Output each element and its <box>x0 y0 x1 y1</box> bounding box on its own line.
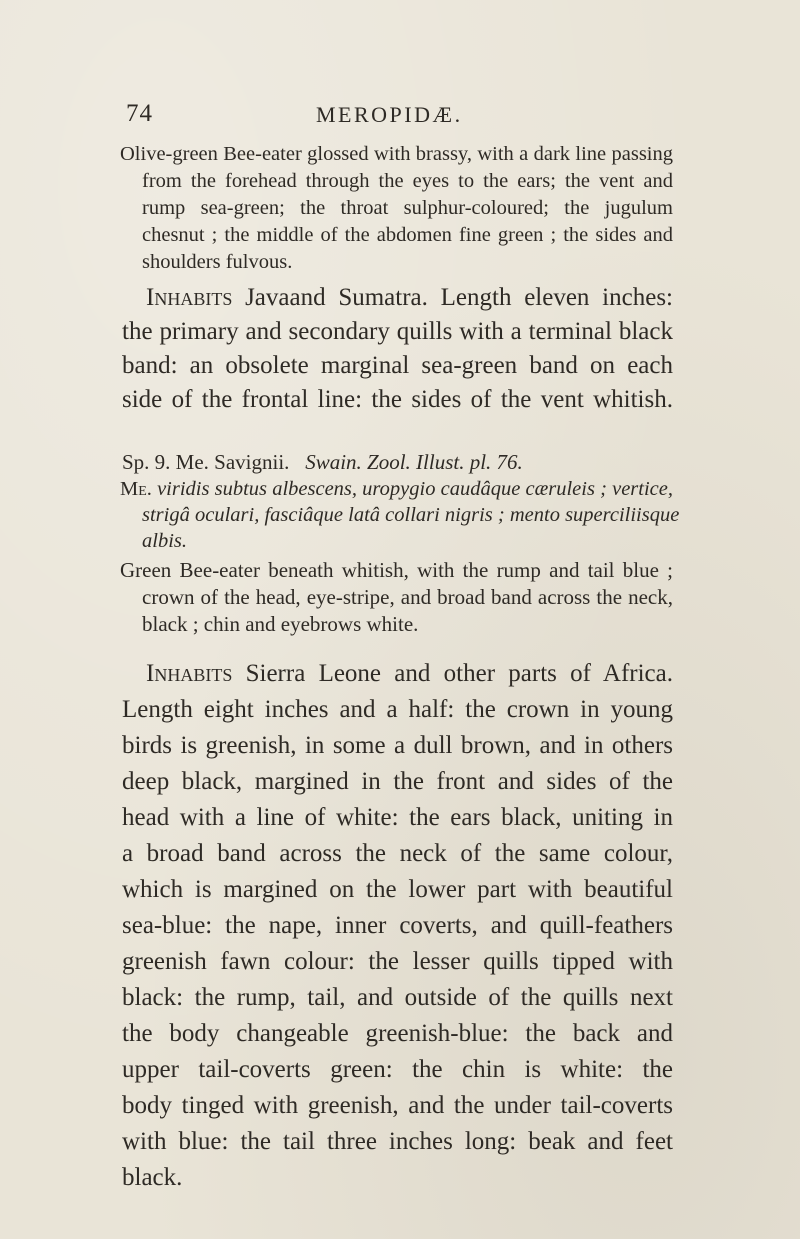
text-line: black. <box>122 1164 183 1191</box>
habitat-label: Inhabits <box>146 284 233 311</box>
text-line: black: the rump, tail, and outside of the quills next <box>122 984 673 1011</box>
text-line: albis. <box>142 530 187 552</box>
latin-abbr: Me. <box>120 478 152 500</box>
text-line <box>120 478 673 501</box>
text-line: from the forehead through the eyes to the ears; the vent and <box>142 170 673 192</box>
text-line: Olive-green Bee-eater glossed with brassy, with a dark line passing <box>120 143 673 165</box>
text-line: head with a line of white: the ears black, uniting in <box>122 804 673 831</box>
text-line: which is margined on the lower part with beautiful <box>122 876 673 903</box>
text-line: upper tail-coverts green: the chin is white: the <box>122 1056 673 1083</box>
text-line: side of the frontal line: the sides of the vent whitish. <box>122 386 673 413</box>
page-number: 74 <box>126 100 153 127</box>
text-line <box>122 450 523 475</box>
text-line: strigâ oculari, fasciâque latâ collari nigris ; mento superciliisque <box>142 504 680 526</box>
text-line: band: an obsolete marginal sea-green band on each <box>122 352 673 379</box>
text-line <box>146 660 673 688</box>
text-line: rump sea-green; the throat sulphur-coloured; the jugulum <box>142 197 673 219</box>
text-line: Green Bee-eater beneath whitish, with the rump and tail blue ; <box>120 558 673 582</box>
text-line: shoulders fulvous. <box>142 251 293 273</box>
text-line: birds is greenish, in some a dull brown, and in others <box>122 732 673 759</box>
text-line: the body changeable greenish-blue: the back and <box>122 1020 673 1047</box>
text-run: viridis subtus albescens, uropygio caudâque cæruleis ; vertice, <box>151 478 673 500</box>
text-line: crown of the head, eye-stripe, and broad band across the neck, <box>142 585 673 609</box>
text-line: body tinged with greenish, and the under tail-coverts <box>122 1092 673 1119</box>
text-line: the primary and secondary quills with a terminal black <box>122 318 673 345</box>
text-line: sea-blue: the nape, inner coverts, and quill-feathers <box>122 912 673 939</box>
text-line: black ; chin and eyebrows white. <box>142 612 419 636</box>
text-line: greenish fawn colour: the lesser quills tipped with <box>122 948 673 975</box>
text-run: Javaand Sumatra. Length eleven inches: <box>232 284 673 311</box>
page-header <box>0 100 800 140</box>
text-line <box>146 284 673 312</box>
text-line: a broad band across the neck of the same colour, <box>122 840 673 867</box>
species-reference: Swain. Zool. Illust. pl. 76. <box>305 450 523 474</box>
species-number: Sp. 9. Me. Savignii. <box>122 450 290 474</box>
habitat-label: Inhabits <box>146 660 233 687</box>
text-run: Sierra Leone and other parts of Africa. <box>232 660 673 687</box>
text-line: chesnut ; the middle of the abdomen fine green ; the sides and <box>142 224 673 246</box>
text-line: with blue: the tail three inches long: beak and feet <box>122 1128 673 1155</box>
text-line: deep black, margined in the front and sides of the <box>122 768 673 795</box>
text-line: Length eight inches and a half: the crown in young <box>122 696 673 723</box>
running-title: MEROPIDÆ. <box>316 102 463 127</box>
